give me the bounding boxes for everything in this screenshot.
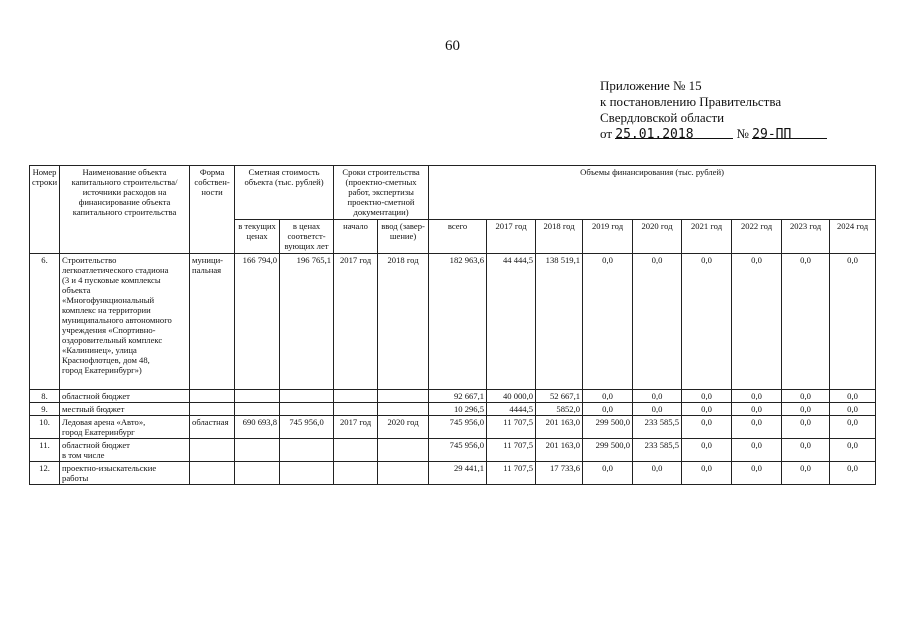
year-value: 0,0	[830, 390, 876, 403]
term-start	[334, 462, 378, 485]
total-value: 92 667,1	[429, 390, 487, 403]
year-value: 233 585,5	[633, 416, 682, 439]
ownership-form	[190, 439, 235, 462]
appendix-date-line	[600, 126, 827, 142]
year-value: 0,0	[830, 462, 876, 485]
total-value: 745 956,0	[429, 439, 487, 462]
object-name: местный бюджет	[60, 403, 190, 416]
year-value: 0,0	[782, 439, 830, 462]
cost-current	[235, 390, 280, 403]
header-row-1	[30, 166, 876, 220]
header-estimated-cost: Сметная стоимость объекта (тыс. рублей)	[235, 166, 334, 220]
year-value: 11 707,5	[487, 416, 536, 439]
year-value: 299 500,0	[583, 439, 633, 462]
year-value: 299 500,0	[583, 416, 633, 439]
year-value: 0,0	[682, 390, 732, 403]
page-number: 60	[445, 38, 460, 54]
cost-current	[235, 439, 280, 462]
year-value: 0,0	[633, 462, 682, 485]
header-year: 2023 год	[782, 220, 830, 254]
ownership-form: муници- пальная	[190, 254, 235, 390]
term-start	[334, 439, 378, 462]
appendix-line-resolution: к постановлению Правительства	[600, 94, 782, 109]
year-value: 4444,5	[487, 403, 536, 416]
year-value: 201 163,0	[536, 416, 583, 439]
cost-current	[235, 403, 280, 416]
term-end: 2018 год	[378, 254, 429, 390]
year-value: 0,0	[830, 416, 876, 439]
year-value: 0,0	[682, 403, 732, 416]
cost-current: 166 794,0	[235, 254, 280, 390]
table-row	[30, 416, 876, 439]
year-value: 0,0	[583, 254, 633, 390]
header-object-name: Наименование объекта капитального строительства/ источники расходов на финансирование объекта капитального строительства	[60, 166, 190, 254]
header-term-start: начало	[334, 220, 378, 254]
header-cost-prices: в ценах соответст-вующих лет	[280, 220, 334, 254]
term-start	[334, 390, 378, 403]
year-value: 17 733,6	[536, 462, 583, 485]
cost-current	[235, 462, 280, 485]
year-value: 0,0	[633, 254, 682, 390]
ownership-form: областная	[190, 416, 235, 439]
year-value: 201 163,0	[536, 439, 583, 462]
term-start	[334, 403, 378, 416]
year-value: 0,0	[732, 462, 782, 485]
year-value: 0,0	[782, 462, 830, 485]
ownership-form	[190, 390, 235, 403]
number-underline	[752, 126, 827, 142]
year-value: 0,0	[782, 403, 830, 416]
year-value: 0,0	[732, 390, 782, 403]
header-cost-current: в текущих ценах	[235, 220, 280, 254]
term-end: 2020 год	[378, 416, 429, 439]
term-end	[378, 390, 429, 403]
year-value: 0,0	[830, 403, 876, 416]
total-value: 182 963,6	[429, 254, 487, 390]
term-end	[378, 462, 429, 485]
ownership-form	[190, 403, 235, 416]
cost-prices	[280, 462, 334, 485]
header-term-end: ввод (завер-шение)	[378, 220, 429, 254]
object-name: областной бюджет в том числе	[60, 439, 190, 462]
header-row-number: Номер строки	[30, 166, 60, 254]
row-number: 11.	[30, 439, 60, 462]
term-start: 2017 год	[334, 254, 378, 390]
year-value: 0,0	[732, 439, 782, 462]
year-value: 0,0	[583, 390, 633, 403]
table-row	[30, 439, 876, 462]
year-value: 52 667,1	[536, 390, 583, 403]
year-value: 233 585,5	[633, 439, 682, 462]
year-value: 0,0	[682, 439, 732, 462]
object-name: Ледовая арена «Авто», город Екатеринбург	[60, 416, 190, 439]
row-number: 12.	[30, 462, 60, 485]
row-number: 10.	[30, 416, 60, 439]
year-value: 0,0	[682, 416, 732, 439]
row-number: 6.	[30, 254, 60, 390]
ownership-form	[190, 462, 235, 485]
table-row	[30, 462, 876, 485]
header-total: всего	[429, 220, 487, 254]
year-value: 0,0	[633, 403, 682, 416]
total-value: 10 296,5	[429, 403, 487, 416]
year-value: 0,0	[732, 416, 782, 439]
year-value: 138 519,1	[536, 254, 583, 390]
header-financing-volumes: Объемы финансирования (тыс. рублей)	[429, 166, 876, 220]
year-value: 0,0	[782, 390, 830, 403]
cost-prices	[280, 403, 334, 416]
year-value: 0,0	[732, 254, 782, 390]
appendix-line-region: Свердловской области	[600, 110, 725, 125]
number-prefix: №	[736, 126, 749, 141]
appendix-header	[600, 78, 827, 142]
resolution-number: 29-ПП	[752, 127, 792, 142]
year-value: 0,0	[830, 439, 876, 462]
header-year: 2024 год	[830, 220, 876, 254]
year-value: 0,0	[782, 416, 830, 439]
year-value: 11 707,5	[487, 439, 536, 462]
year-value: 0,0	[583, 462, 633, 485]
header-year: 2018 год	[536, 220, 583, 254]
term-end	[378, 439, 429, 462]
cost-prices: 745 956,0	[280, 416, 334, 439]
object-name: Строительство легкоатлетического стадиона (3 и 4 пусковые комплексы объекта «Многофункциональный комплекс на территории муниципального автономного учреждения «Спортивно- оздоровительный комплекс «Калининец», улица Краснофлотцев, дом 48, город Екатеринбург»)	[60, 254, 190, 390]
cost-prices: 196 765,1	[280, 254, 334, 390]
resolution-date: 25.01.2018	[615, 127, 694, 142]
header-year: 2022 год	[732, 220, 782, 254]
header-ownership: Форма собствен-ности	[190, 166, 235, 254]
year-value: 0,0	[583, 403, 633, 416]
year-value: 0,0	[732, 403, 782, 416]
table-row	[30, 390, 876, 403]
appendix-title: Приложение № 15	[600, 78, 702, 93]
year-value: 11 707,5	[487, 462, 536, 485]
object-name: областной бюджет	[60, 390, 190, 403]
cost-prices	[280, 390, 334, 403]
row-number: 9.	[30, 403, 60, 416]
year-value: 0,0	[682, 254, 732, 390]
financing-table	[29, 165, 876, 485]
header-year: 2017 год	[487, 220, 536, 254]
total-value: 29 441,1	[429, 462, 487, 485]
object-name: проектно-изыскательские работы	[60, 462, 190, 485]
year-value: 5852,0	[536, 403, 583, 416]
date-prefix: от	[600, 126, 613, 141]
year-value: 0,0	[830, 254, 876, 390]
year-value: 40 000,0	[487, 390, 536, 403]
header-year: 2019 год	[583, 220, 633, 254]
row-number: 8.	[30, 390, 60, 403]
header-year: 2020 год	[633, 220, 682, 254]
table-row	[30, 403, 876, 416]
year-value: 0,0	[782, 254, 830, 390]
cost-current: 690 693,8	[235, 416, 280, 439]
header-construction-terms: Сроки строительства (проектно-сметных работ, экспертизы проектно-сметной документации)	[334, 166, 429, 220]
header-year: 2021 год	[682, 220, 732, 254]
year-value: 44 444,5	[487, 254, 536, 390]
term-start: 2017 год	[334, 416, 378, 439]
table-row	[30, 254, 876, 390]
total-value: 745 956,0	[429, 416, 487, 439]
year-value: 0,0	[682, 462, 732, 485]
date-underline	[615, 126, 733, 142]
year-value: 0,0	[633, 390, 682, 403]
term-end	[378, 403, 429, 416]
cost-prices	[280, 439, 334, 462]
